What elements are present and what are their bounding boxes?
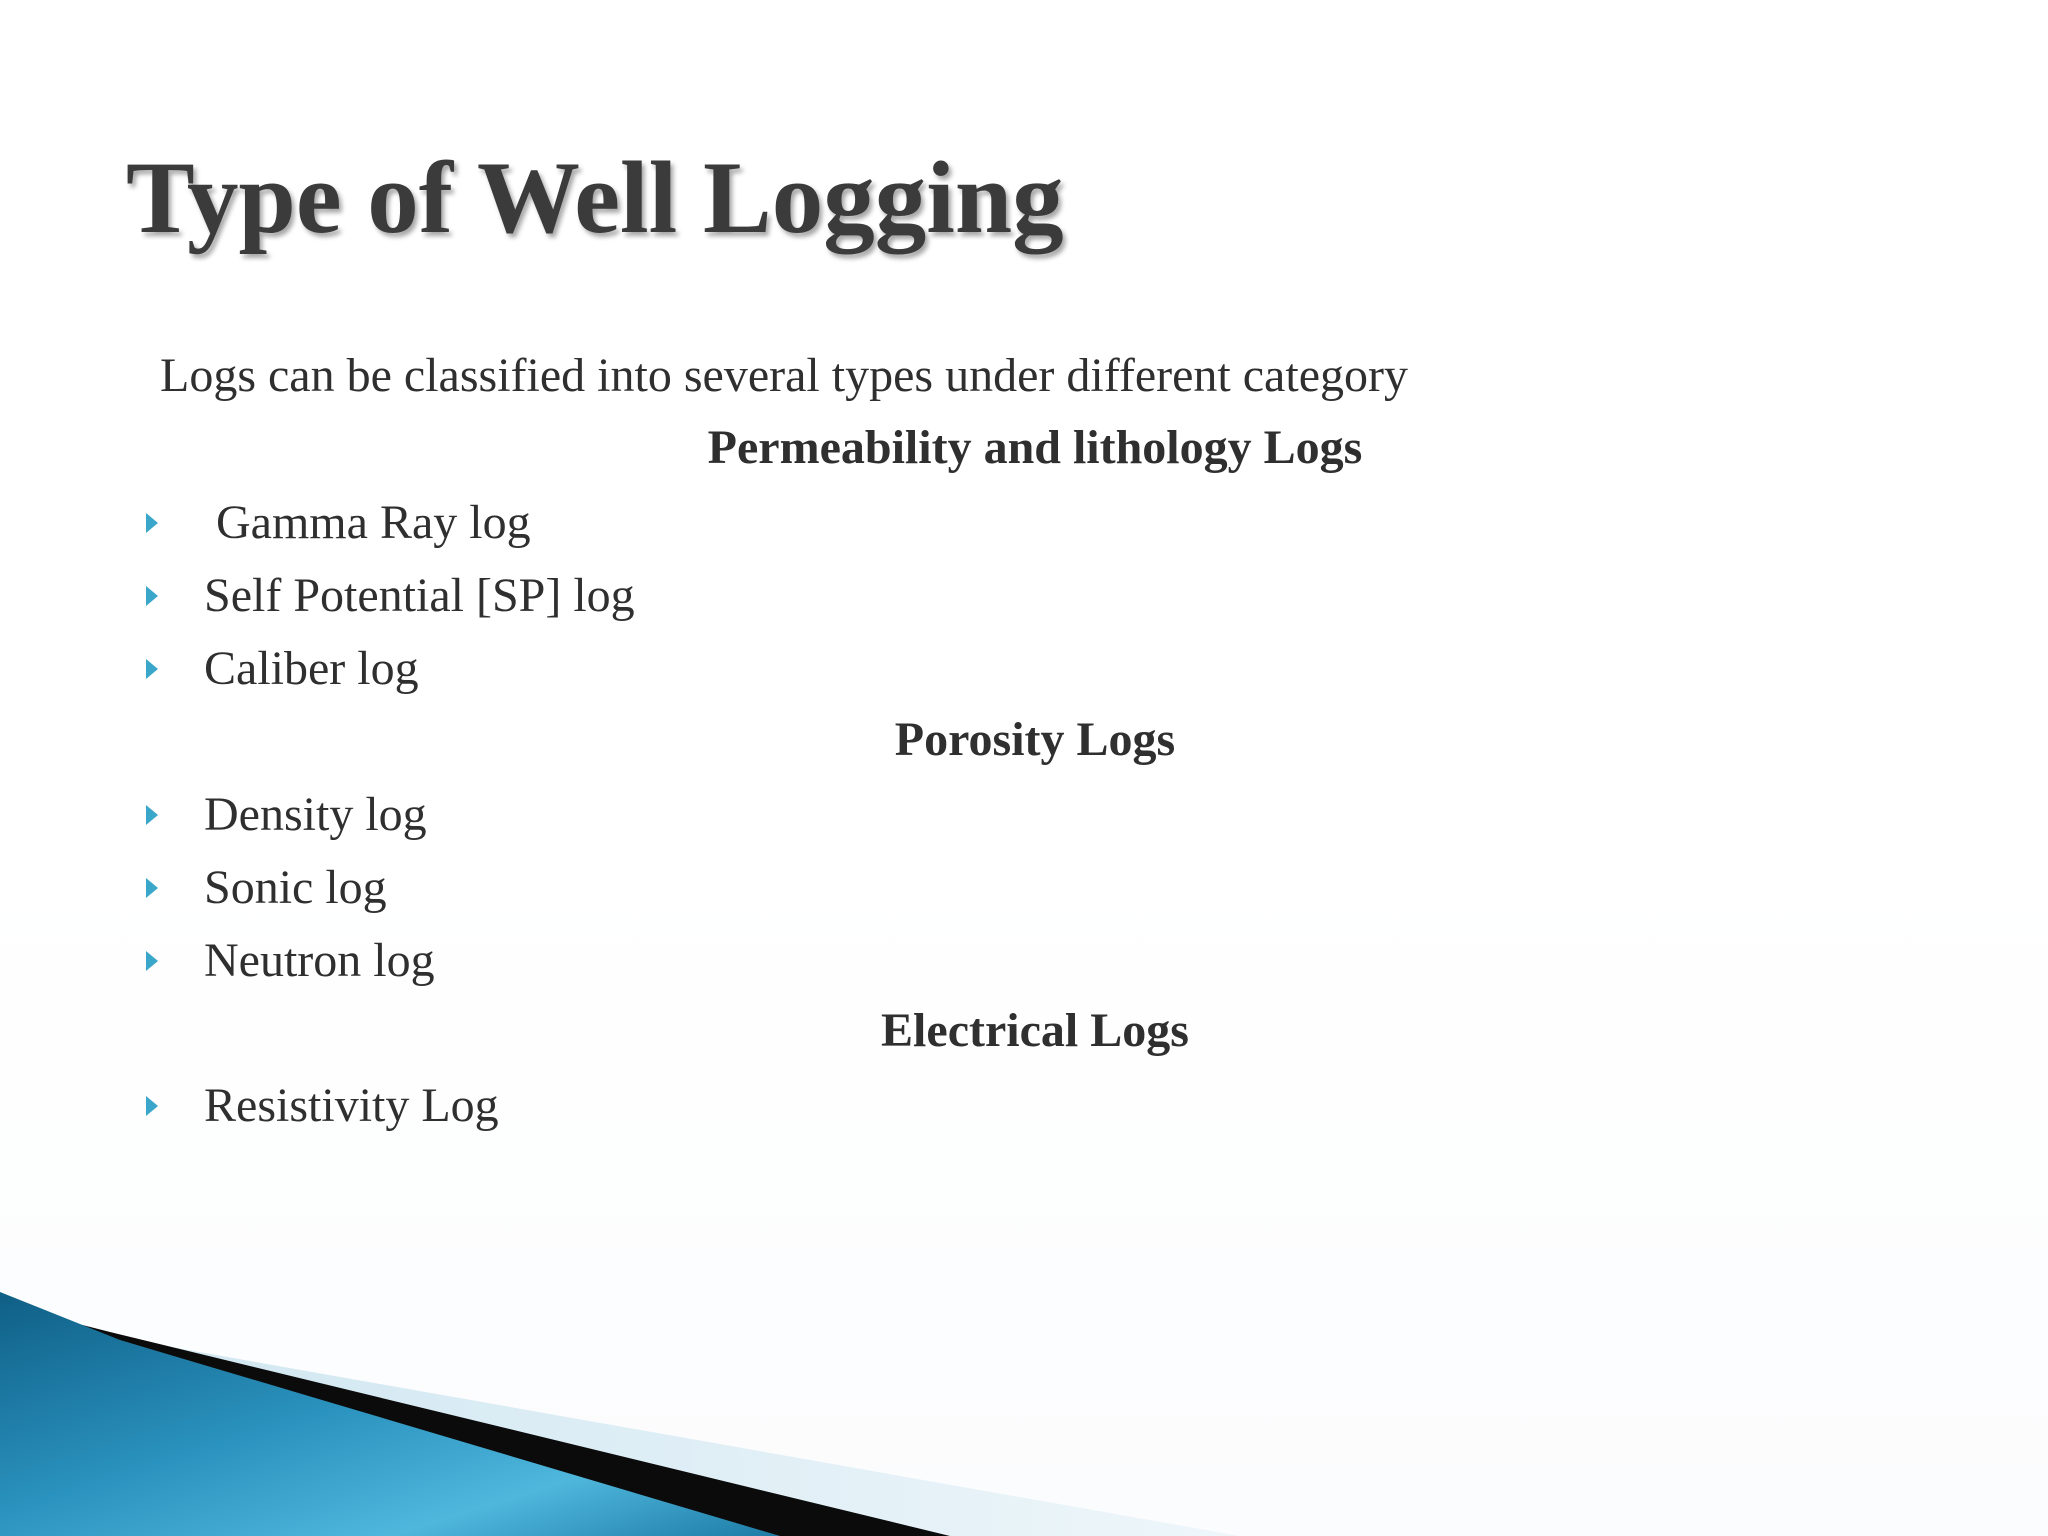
triangle-bullet-icon	[146, 951, 158, 971]
triangle-bullet-icon	[146, 586, 158, 606]
list-item-label: Density log	[204, 788, 427, 841]
list-item-label: Sonic log	[204, 861, 387, 914]
list-item-label: Resistivity Log	[204, 1079, 499, 1132]
intro-text: Logs can be classified into several types under different category	[160, 349, 1408, 402]
list-item-label: Gamma Ray log	[216, 496, 531, 549]
decorative-swoosh	[0, 1280, 2048, 1536]
slide-title: Type of Well Logging	[126, 141, 1064, 255]
triangle-bullet-icon	[146, 805, 158, 825]
category-heading-permeability: Permeability and lithology Logs	[707, 421, 1363, 474]
triangle-bullet-icon	[146, 878, 158, 898]
triangle-bullet-icon	[146, 1096, 158, 1116]
list-item	[146, 493, 531, 553]
list-item-label: Self Potential [SP] log	[204, 569, 635, 622]
list-item	[146, 639, 419, 699]
list-item	[146, 931, 435, 991]
list-item	[146, 1076, 499, 1136]
category-heading-porosity: Porosity Logs	[894, 713, 1176, 766]
list-item	[146, 566, 635, 626]
list-item	[146, 785, 427, 845]
list-item	[146, 858, 387, 918]
list-item-label: Caliber log	[204, 642, 419, 695]
triangle-bullet-icon	[146, 513, 158, 533]
list-item-label: Neutron log	[204, 934, 435, 987]
category-heading-electrical: Electrical Logs	[881, 1004, 1189, 1057]
triangle-bullet-icon	[146, 659, 158, 679]
